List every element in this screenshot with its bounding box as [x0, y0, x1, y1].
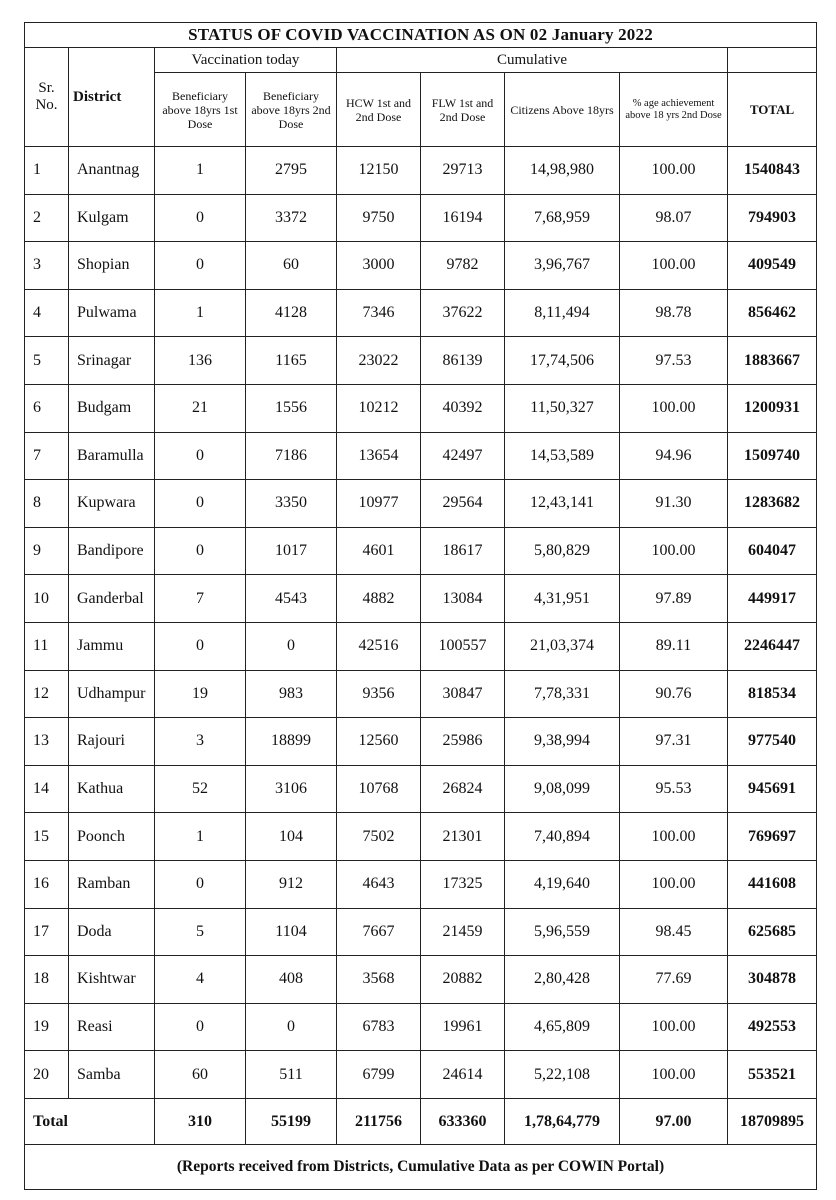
cell-district: Shopian — [69, 242, 155, 290]
cell-citizens: 4,31,951 — [505, 575, 620, 623]
cell-total: 856462 — [728, 289, 817, 337]
district-rows — [25, 147, 817, 1099]
cell-today-2nd-dose: 3106 — [246, 765, 337, 813]
table-row — [25, 813, 817, 861]
header-hcw: HCW 1st and 2nd Dose — [337, 73, 421, 147]
cell-today-1st-dose: 21 — [155, 384, 246, 432]
cell-district: Anantnag — [69, 147, 155, 195]
cell-district: Kulgam — [69, 194, 155, 242]
cell-flw: 21301 — [421, 813, 505, 861]
table-row — [25, 718, 817, 766]
cell-pct-achievement: 94.96 — [620, 432, 728, 480]
cell-total: 1283682 — [728, 480, 817, 528]
cell-sr-no: 6 — [25, 384, 69, 432]
header-pct-achievement: % age achievement above 18 yrs 2nd Dose — [620, 73, 728, 147]
header-district: District — [69, 48, 155, 147]
table-row — [25, 1051, 817, 1099]
totals-hcw: 211756 — [337, 1099, 421, 1145]
cell-pct-achievement: 95.53 — [620, 765, 728, 813]
cell-today-2nd-dose: 983 — [246, 670, 337, 718]
cell-hcw: 10768 — [337, 765, 421, 813]
cell-pct-achievement: 100.00 — [620, 1051, 728, 1099]
cell-hcw: 3000 — [337, 242, 421, 290]
cell-flw: 18617 — [421, 527, 505, 575]
cell-hcw: 7346 — [337, 289, 421, 337]
cell-district: Jammu — [69, 622, 155, 670]
cell-hcw: 12560 — [337, 718, 421, 766]
table-title: STATUS OF COVID VACCINATION AS ON 02 January 2022 — [25, 23, 817, 48]
header-sr-line1: Sr. — [38, 80, 55, 96]
cell-citizens: 14,98,980 — [505, 147, 620, 195]
cell-today-1st-dose: 0 — [155, 1003, 246, 1051]
cell-flw: 17325 — [421, 860, 505, 908]
cell-sr-no: 13 — [25, 718, 69, 766]
cell-flw: 37622 — [421, 289, 505, 337]
table-row — [25, 860, 817, 908]
cell-district: Kathua — [69, 765, 155, 813]
cell-sr-no: 17 — [25, 908, 69, 956]
table-row — [25, 337, 817, 385]
cell-today-1st-dose: 1 — [155, 289, 246, 337]
cell-citizens: 11,50,327 — [505, 384, 620, 432]
cell-total: 977540 — [728, 718, 817, 766]
cell-today-2nd-dose: 0 — [246, 1003, 337, 1051]
cell-hcw: 12150 — [337, 147, 421, 195]
header-today-1st-dose: Beneficiary above 18yrs 1st Dose — [155, 73, 246, 147]
cell-total: 625685 — [728, 908, 817, 956]
cell-pct-achievement: 98.78 — [620, 289, 728, 337]
cell-district: Budgam — [69, 384, 155, 432]
cell-district: Ramban — [69, 860, 155, 908]
cell-citizens: 5,22,108 — [505, 1051, 620, 1099]
cell-district: Kishtwar — [69, 956, 155, 1004]
cell-hcw: 10212 — [337, 384, 421, 432]
cell-hcw: 42516 — [337, 622, 421, 670]
cell-citizens: 14,53,589 — [505, 432, 620, 480]
cell-total: 1883667 — [728, 337, 817, 385]
cell-sr-no: 11 — [25, 622, 69, 670]
cell-pct-achievement: 89.11 — [620, 622, 728, 670]
header-group-today: Vaccination today — [155, 48, 337, 73]
cell-district: Reasi — [69, 1003, 155, 1051]
cell-citizens: 17,74,506 — [505, 337, 620, 385]
cell-today-1st-dose: 0 — [155, 480, 246, 528]
cell-today-2nd-dose: 18899 — [246, 718, 337, 766]
header-sr-no — [25, 48, 69, 147]
cell-today-2nd-dose: 7186 — [246, 432, 337, 480]
cell-today-1st-dose: 5 — [155, 908, 246, 956]
table-row — [25, 242, 817, 290]
totals-label: Total — [25, 1099, 155, 1145]
cell-today-1st-dose: 136 — [155, 337, 246, 385]
cell-sr-no: 9 — [25, 527, 69, 575]
cell-citizens: 3,96,767 — [505, 242, 620, 290]
cell-pct-achievement: 100.00 — [620, 147, 728, 195]
cell-district: Kupwara — [69, 480, 155, 528]
cell-total: 794903 — [728, 194, 817, 242]
cell-today-2nd-dose: 511 — [246, 1051, 337, 1099]
header-total: TOTAL — [728, 73, 817, 147]
cell-sr-no: 1 — [25, 147, 69, 195]
cell-hcw: 9750 — [337, 194, 421, 242]
cell-flw: 13084 — [421, 575, 505, 623]
cell-citizens: 9,38,994 — [505, 718, 620, 766]
cell-total: 604047 — [728, 527, 817, 575]
table-row — [25, 384, 817, 432]
cell-today-1st-dose: 0 — [155, 194, 246, 242]
cell-today-1st-dose: 0 — [155, 432, 246, 480]
cell-district: Udhampur — [69, 670, 155, 718]
header-blank-cell — [728, 48, 817, 73]
cell-total: 2246447 — [728, 622, 817, 670]
cell-total: 553521 — [728, 1051, 817, 1099]
cell-sr-no: 15 — [25, 813, 69, 861]
cell-total: 449917 — [728, 575, 817, 623]
cell-today-1st-dose: 0 — [155, 860, 246, 908]
cell-flw: 21459 — [421, 908, 505, 956]
cell-citizens: 7,78,331 — [505, 670, 620, 718]
header-citizens: Citizens Above 18yrs — [505, 73, 620, 147]
header-group-cumulative: Cumulative — [337, 48, 728, 73]
cell-sr-no: 14 — [25, 765, 69, 813]
totals-today-1st: 310 — [155, 1099, 246, 1145]
cell-total: 1200931 — [728, 384, 817, 432]
cell-today-2nd-dose: 0 — [246, 622, 337, 670]
cell-pct-achievement: 100.00 — [620, 242, 728, 290]
cell-total: 441608 — [728, 860, 817, 908]
cell-today-2nd-dose: 3372 — [246, 194, 337, 242]
cell-today-1st-dose: 60 — [155, 1051, 246, 1099]
cell-pct-achievement: 100.00 — [620, 860, 728, 908]
cell-hcw: 4601 — [337, 527, 421, 575]
cell-flw: 26824 — [421, 765, 505, 813]
cell-citizens: 4,19,640 — [505, 860, 620, 908]
cell-today-2nd-dose: 4543 — [246, 575, 337, 623]
cell-hcw: 10977 — [337, 480, 421, 528]
totals-flw: 633360 — [421, 1099, 505, 1145]
cell-district: Bandipore — [69, 527, 155, 575]
cell-citizens: 5,96,559 — [505, 908, 620, 956]
cell-flw: 20882 — [421, 956, 505, 1004]
cell-sr-no: 10 — [25, 575, 69, 623]
table-row — [25, 1003, 817, 1051]
vaccination-status-sheet — [24, 22, 816, 1190]
header-sr-line2: No. — [35, 97, 58, 113]
cell-pct-achievement: 97.89 — [620, 575, 728, 623]
cell-district: Samba — [69, 1051, 155, 1099]
table-row — [25, 765, 817, 813]
cell-district: Poonch — [69, 813, 155, 861]
cell-today-1st-dose: 0 — [155, 622, 246, 670]
cell-district: Srinagar — [69, 337, 155, 385]
cell-pct-achievement: 100.00 — [620, 1003, 728, 1051]
cell-hcw: 4643 — [337, 860, 421, 908]
cell-flw: 29564 — [421, 480, 505, 528]
cell-citizens: 9,08,099 — [505, 765, 620, 813]
cell-citizens: 7,68,959 — [505, 194, 620, 242]
totals-pct: 97.00 — [620, 1099, 728, 1145]
header-flw: FLW 1st and 2nd Dose — [421, 73, 505, 147]
cell-today-1st-dose: 52 — [155, 765, 246, 813]
table-row — [25, 194, 817, 242]
table-row — [25, 670, 817, 718]
cell-flw: 30847 — [421, 670, 505, 718]
cell-today-2nd-dose: 104 — [246, 813, 337, 861]
cell-pct-achievement: 77.69 — [620, 956, 728, 1004]
table-row — [25, 622, 817, 670]
cell-district: Ganderbal — [69, 575, 155, 623]
cell-citizens: 5,80,829 — [505, 527, 620, 575]
cell-today-2nd-dose: 4128 — [246, 289, 337, 337]
cell-flw: 24614 — [421, 1051, 505, 1099]
cell-total: 492553 — [728, 1003, 817, 1051]
totals-grand-total: 18709895 — [728, 1099, 817, 1145]
totals-citizens: 1,78,64,779 — [505, 1099, 620, 1145]
cell-pct-achievement: 100.00 — [620, 813, 728, 861]
cell-hcw: 3568 — [337, 956, 421, 1004]
cell-today-1st-dose: 1 — [155, 147, 246, 195]
cell-flw: 9782 — [421, 242, 505, 290]
table-row — [25, 289, 817, 337]
cell-total: 304878 — [728, 956, 817, 1004]
cell-pct-achievement: 97.53 — [620, 337, 728, 385]
cell-district: Rajouri — [69, 718, 155, 766]
cell-today-2nd-dose: 912 — [246, 860, 337, 908]
cell-sr-no: 7 — [25, 432, 69, 480]
cell-flw: 100557 — [421, 622, 505, 670]
cell-pct-achievement: 97.31 — [620, 718, 728, 766]
cell-hcw: 6799 — [337, 1051, 421, 1099]
cell-sr-no: 2 — [25, 194, 69, 242]
cell-flw: 19961 — [421, 1003, 505, 1051]
cell-today-2nd-dose: 1104 — [246, 908, 337, 956]
cell-hcw: 7667 — [337, 908, 421, 956]
cell-sr-no: 12 — [25, 670, 69, 718]
cell-pct-achievement: 98.07 — [620, 194, 728, 242]
cell-today-2nd-dose: 1017 — [246, 527, 337, 575]
cell-total: 769697 — [728, 813, 817, 861]
header-today-2nd-dose: Beneficiary above 18yrs 2nd Dose — [246, 73, 337, 147]
cell-total: 1540843 — [728, 147, 817, 195]
cell-sr-no: 18 — [25, 956, 69, 1004]
cell-citizens: 8,11,494 — [505, 289, 620, 337]
cell-sr-no: 16 — [25, 860, 69, 908]
cell-pct-achievement: 98.45 — [620, 908, 728, 956]
vaccination-table — [24, 22, 817, 1190]
cell-district: Doda — [69, 908, 155, 956]
cell-today-1st-dose: 0 — [155, 242, 246, 290]
cell-district: Baramulla — [69, 432, 155, 480]
cell-today-1st-dose: 1 — [155, 813, 246, 861]
cell-pct-achievement: 91.30 — [620, 480, 728, 528]
cell-total: 945691 — [728, 765, 817, 813]
cell-flw: 40392 — [421, 384, 505, 432]
cell-flw: 25986 — [421, 718, 505, 766]
cell-sr-no: 3 — [25, 242, 69, 290]
cell-today-2nd-dose: 408 — [246, 956, 337, 1004]
cell-sr-no: 4 — [25, 289, 69, 337]
cell-today-2nd-dose: 2795 — [246, 147, 337, 195]
cell-hcw: 4882 — [337, 575, 421, 623]
cell-today-2nd-dose: 1165 — [246, 337, 337, 385]
cell-sr-no: 20 — [25, 1051, 69, 1099]
table-row — [25, 527, 817, 575]
totals-row — [25, 1099, 817, 1145]
cell-sr-no: 5 — [25, 337, 69, 385]
table-row — [25, 908, 817, 956]
cell-today-1st-dose: 19 — [155, 670, 246, 718]
cell-pct-achievement: 90.76 — [620, 670, 728, 718]
cell-total: 409549 — [728, 242, 817, 290]
cell-sr-no: 19 — [25, 1003, 69, 1051]
cell-citizens: 7,40,894 — [505, 813, 620, 861]
table-row — [25, 432, 817, 480]
table-row — [25, 480, 817, 528]
totals-today-2nd: 55199 — [246, 1099, 337, 1145]
cell-today-2nd-dose: 60 — [246, 242, 337, 290]
cell-flw: 29713 — [421, 147, 505, 195]
footer-note: (Reports received from Districts, Cumulative Data as per COWIN Portal) — [25, 1145, 817, 1190]
cell-pct-achievement: 100.00 — [620, 384, 728, 432]
cell-flw: 16194 — [421, 194, 505, 242]
cell-district: Pulwama — [69, 289, 155, 337]
cell-sr-no: 8 — [25, 480, 69, 528]
table-row — [25, 575, 817, 623]
cell-total: 1509740 — [728, 432, 817, 480]
cell-hcw: 7502 — [337, 813, 421, 861]
cell-today-1st-dose: 4 — [155, 956, 246, 1004]
cell-today-2nd-dose: 3350 — [246, 480, 337, 528]
cell-hcw: 6783 — [337, 1003, 421, 1051]
cell-today-1st-dose: 3 — [155, 718, 246, 766]
cell-hcw: 23022 — [337, 337, 421, 385]
cell-citizens: 4,65,809 — [505, 1003, 620, 1051]
cell-today-1st-dose: 7 — [155, 575, 246, 623]
cell-hcw: 13654 — [337, 432, 421, 480]
cell-flw: 86139 — [421, 337, 505, 385]
cell-today-2nd-dose: 1556 — [246, 384, 337, 432]
cell-flw: 42497 — [421, 432, 505, 480]
cell-pct-achievement: 100.00 — [620, 527, 728, 575]
cell-citizens: 21,03,374 — [505, 622, 620, 670]
table-row — [25, 147, 817, 195]
table-row — [25, 956, 817, 1004]
cell-total: 818534 — [728, 670, 817, 718]
cell-citizens: 12,43,141 — [505, 480, 620, 528]
cell-hcw: 9356 — [337, 670, 421, 718]
cell-today-1st-dose: 0 — [155, 527, 246, 575]
cell-citizens: 2,80,428 — [505, 956, 620, 1004]
